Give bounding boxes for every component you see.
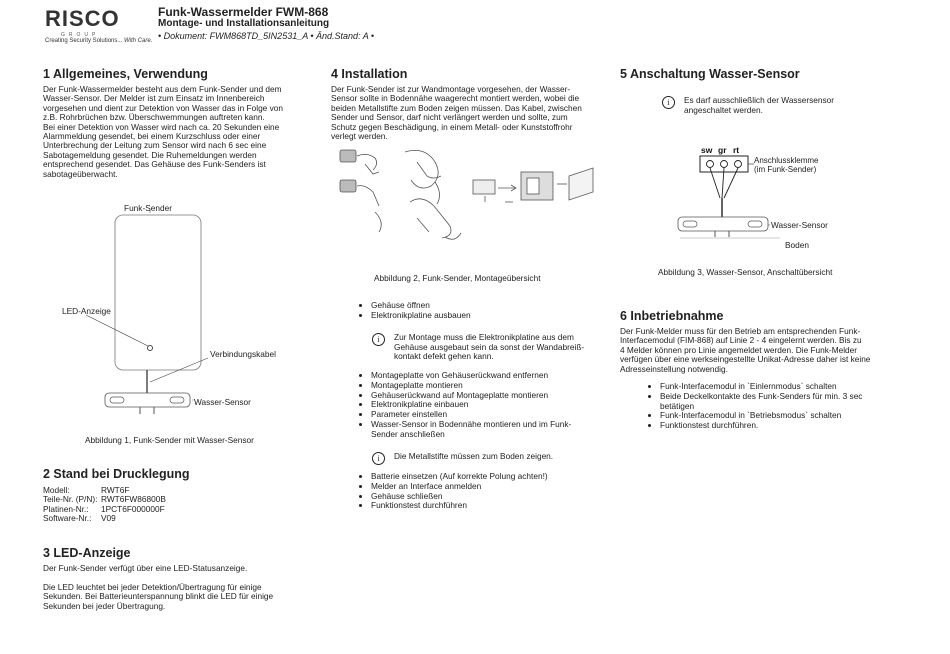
info-icon: i	[372, 452, 385, 465]
section-1-text: Der Funk-Wassermelder besteht aus dem Funk-Sender und dem Wasser-Sensor. Der Melder ist zum Einsatz im Innenbereich vorgesehen und dient zur Detektion von Wasser das in Folge von z.B. Rohrbrüchen bzw. Überschwemmungen auftreten kann. Bei einer Detektion von Wasser wird nach ca. 20 Sekunden eine Alarmmeldung gesendet, bei einem Kurzschluss oder einer Unterbrechung der Leitung zum Sensor wird nach 6 sec eine Sabotagemeldung gesendet. Die Ruhemeldungen werden entsprechend gesendet. Das Gehäuse des Funk-Senders ist sabotageüberwacht.	[43, 84, 283, 179]
install-steps-3	[331, 472, 591, 511]
risco-logo	[45, 6, 152, 44]
document-id: • Dokument: FWM868TD_5IN2531_A • Änd.Stand: A •	[158, 31, 375, 41]
document-header	[158, 6, 374, 42]
list-item: • Montageplatte montieren	[371, 381, 591, 391]
note-1: i Zur Montage muss die Elektronikplatine aus dem Gehäuse ausgebaut sein da sonst der Wandabreiß- kontakt defekt gehen kann.	[372, 333, 584, 362]
list-item: • Elektronikplatine einbauen	[371, 400, 591, 410]
figure-2-caption: Abbildung 2, Funk-Sender, Montageübersicht	[374, 273, 541, 283]
document-subtitle: Montage- und Installationsanleitung	[158, 18, 330, 29]
spec-row: Software-Nr.: V09	[43, 513, 116, 524]
section-6-heading: 6 Inbetriebnahme	[620, 309, 724, 323]
label-sensor: Wasser-Sensor	[194, 397, 251, 407]
section-4-heading: 4 Installation	[331, 67, 408, 81]
commissioning-steps	[620, 382, 890, 431]
list-item: • Gehäuse öffnen	[371, 301, 591, 311]
figure-3-caption: Abbildung 3, Wasser-Sensor, Anschaltübersicht	[658, 267, 833, 277]
info-icon: i	[372, 333, 385, 346]
list-item: • Funk-Interfacemodul in `Einlernmodus` schalten	[660, 382, 890, 392]
list-item: • Gehäuse schließen	[371, 492, 591, 502]
logo-brand: RISCO	[45, 6, 120, 31]
section-3-heading: 3 LED-Anzeige	[43, 546, 131, 560]
list-item: • Elektronikplatine ausbauen	[371, 311, 591, 321]
label-cable: Verbindungskabel	[210, 349, 276, 359]
list-item: Sender anschließen	[371, 428, 445, 439]
list-item: • Batterie einsetzen (Auf korrekte Polung achten!)	[371, 472, 591, 482]
figure-1-caption: Abbildung 1, Funk-Sender mit Wasser-Sensor	[85, 435, 254, 445]
water-sensor-shape	[678, 217, 768, 231]
info-icon: i	[662, 96, 675, 109]
cover-sketch	[569, 168, 593, 200]
list-item: • Montageplatte von Gehäuserückwand entfernen	[371, 371, 591, 381]
figure-3-wiring-diagram	[660, 140, 850, 255]
wire-rt-label: rt	[733, 145, 740, 155]
spec-table	[43, 486, 166, 524]
note-2: i Die Metallstifte müssen zum Boden zeigen.	[372, 452, 553, 462]
document-title: Funk-Wassermelder FWM-868	[158, 5, 329, 19]
section-3-text: Die LED leuchtet bei jeder Detektion/Übertragung für einige Sekunden. Bei Batterieunterspannung blinkt die LED für einige Sekunden bei jeder Übertragung.	[43, 582, 274, 611]
note-3: i Es darf ausschließlich der Wassersensor angeschaltet werden.	[662, 96, 834, 115]
label-terminal-sub: (im Funk-Sender)	[754, 165, 817, 174]
label-terminal: Anschlussklemme	[754, 156, 819, 165]
logo-tagline: Creating Security Solutions... With Care.	[45, 38, 153, 44]
section-2-heading: 2 Stand bei Drucklegung	[43, 467, 190, 481]
section-1-heading: 1 Allgemeines, Verwendung	[43, 67, 208, 81]
wire-sw-label: sw	[701, 145, 713, 155]
logo-group: GROUP	[61, 32, 100, 38]
section-5-heading: 5 Anschaltung Wasser-Sensor	[620, 67, 800, 81]
list-item: betätigen	[660, 400, 695, 411]
sender-sketch	[340, 150, 356, 162]
section-6-text: Der Funk-Melder muss für den Betrieb am entsprechenden Funk- Interfacemodul (FIM-868) auf Linie 2 - 4 eingelernt werden. Bis zu 4 Melder können pro Linie angemeldet werden. Die Funk-Melder verfügen über eine werkseingestellte Unikat-Adresse daher ist keine Adresseinstellung notwendig.	[620, 326, 871, 374]
mounting-plate-sketch	[473, 180, 495, 194]
install-steps-1	[331, 301, 591, 321]
list-item: • Funktionstest durchführen.	[660, 421, 890, 431]
list-item: • Beide Deckelkontakte des Funk-Senders für min. 3 sec	[660, 392, 890, 402]
label-floor: Boden	[785, 240, 809, 250]
label-sender: Funk-Sender	[124, 203, 172, 213]
list-item: • Funk-Interfacemodul in `Betriebsmodus` schalten	[660, 411, 890, 421]
list-item: • Melder an Interface anmelden	[371, 482, 591, 492]
section-3-line1: Der Funk-Sender verfügt über eine LED-Statusanzeige.	[43, 563, 248, 573]
install-steps-2	[331, 371, 591, 440]
figure-1-sender-diagram	[50, 200, 300, 425]
section-4-text: Der Funk-Sender ist zur Wandmontage vorgesehen, der Wasser- Sensor sollte in Bodennähe waagerecht montiert werden, wobei die beiden Metallstifte zum Boden zeigen müssen. Das Kabel, zwischen Sender und Sensor, darf nicht verlängert werden und sollte, zum Schutz gegen Beschädigung, in einem Metall- oder Kunststoffrohr verlegt werden.	[331, 84, 582, 142]
sender-sketch	[340, 180, 356, 192]
list-item: • Gehäuserückwand auf Montageplatte montieren	[371, 391, 591, 401]
sender-housing	[115, 215, 201, 370]
list-item: • Parameter einstellen	[371, 410, 591, 420]
list-item: • Wasser-Sensor in Bodennähe montieren und im Funk-	[371, 420, 591, 430]
wire-gr-label: gr	[718, 145, 727, 155]
label-sensor: Wasser-Sensor	[771, 220, 828, 230]
list-item: • Funktionstest durchführen	[371, 501, 591, 511]
spec-row: Platinen-Nr.: 1PCT6F000000F	[43, 503, 165, 514]
water-sensor-shape	[105, 393, 190, 407]
label-led: LED-Anzeige	[62, 306, 111, 316]
spec-row: Teile-Nr. (P/N): RWT6FW86800B	[43, 494, 166, 505]
spec-row: Modell: RWT6F	[43, 485, 130, 495]
figure-2-mounting-illustration	[335, 142, 595, 262]
